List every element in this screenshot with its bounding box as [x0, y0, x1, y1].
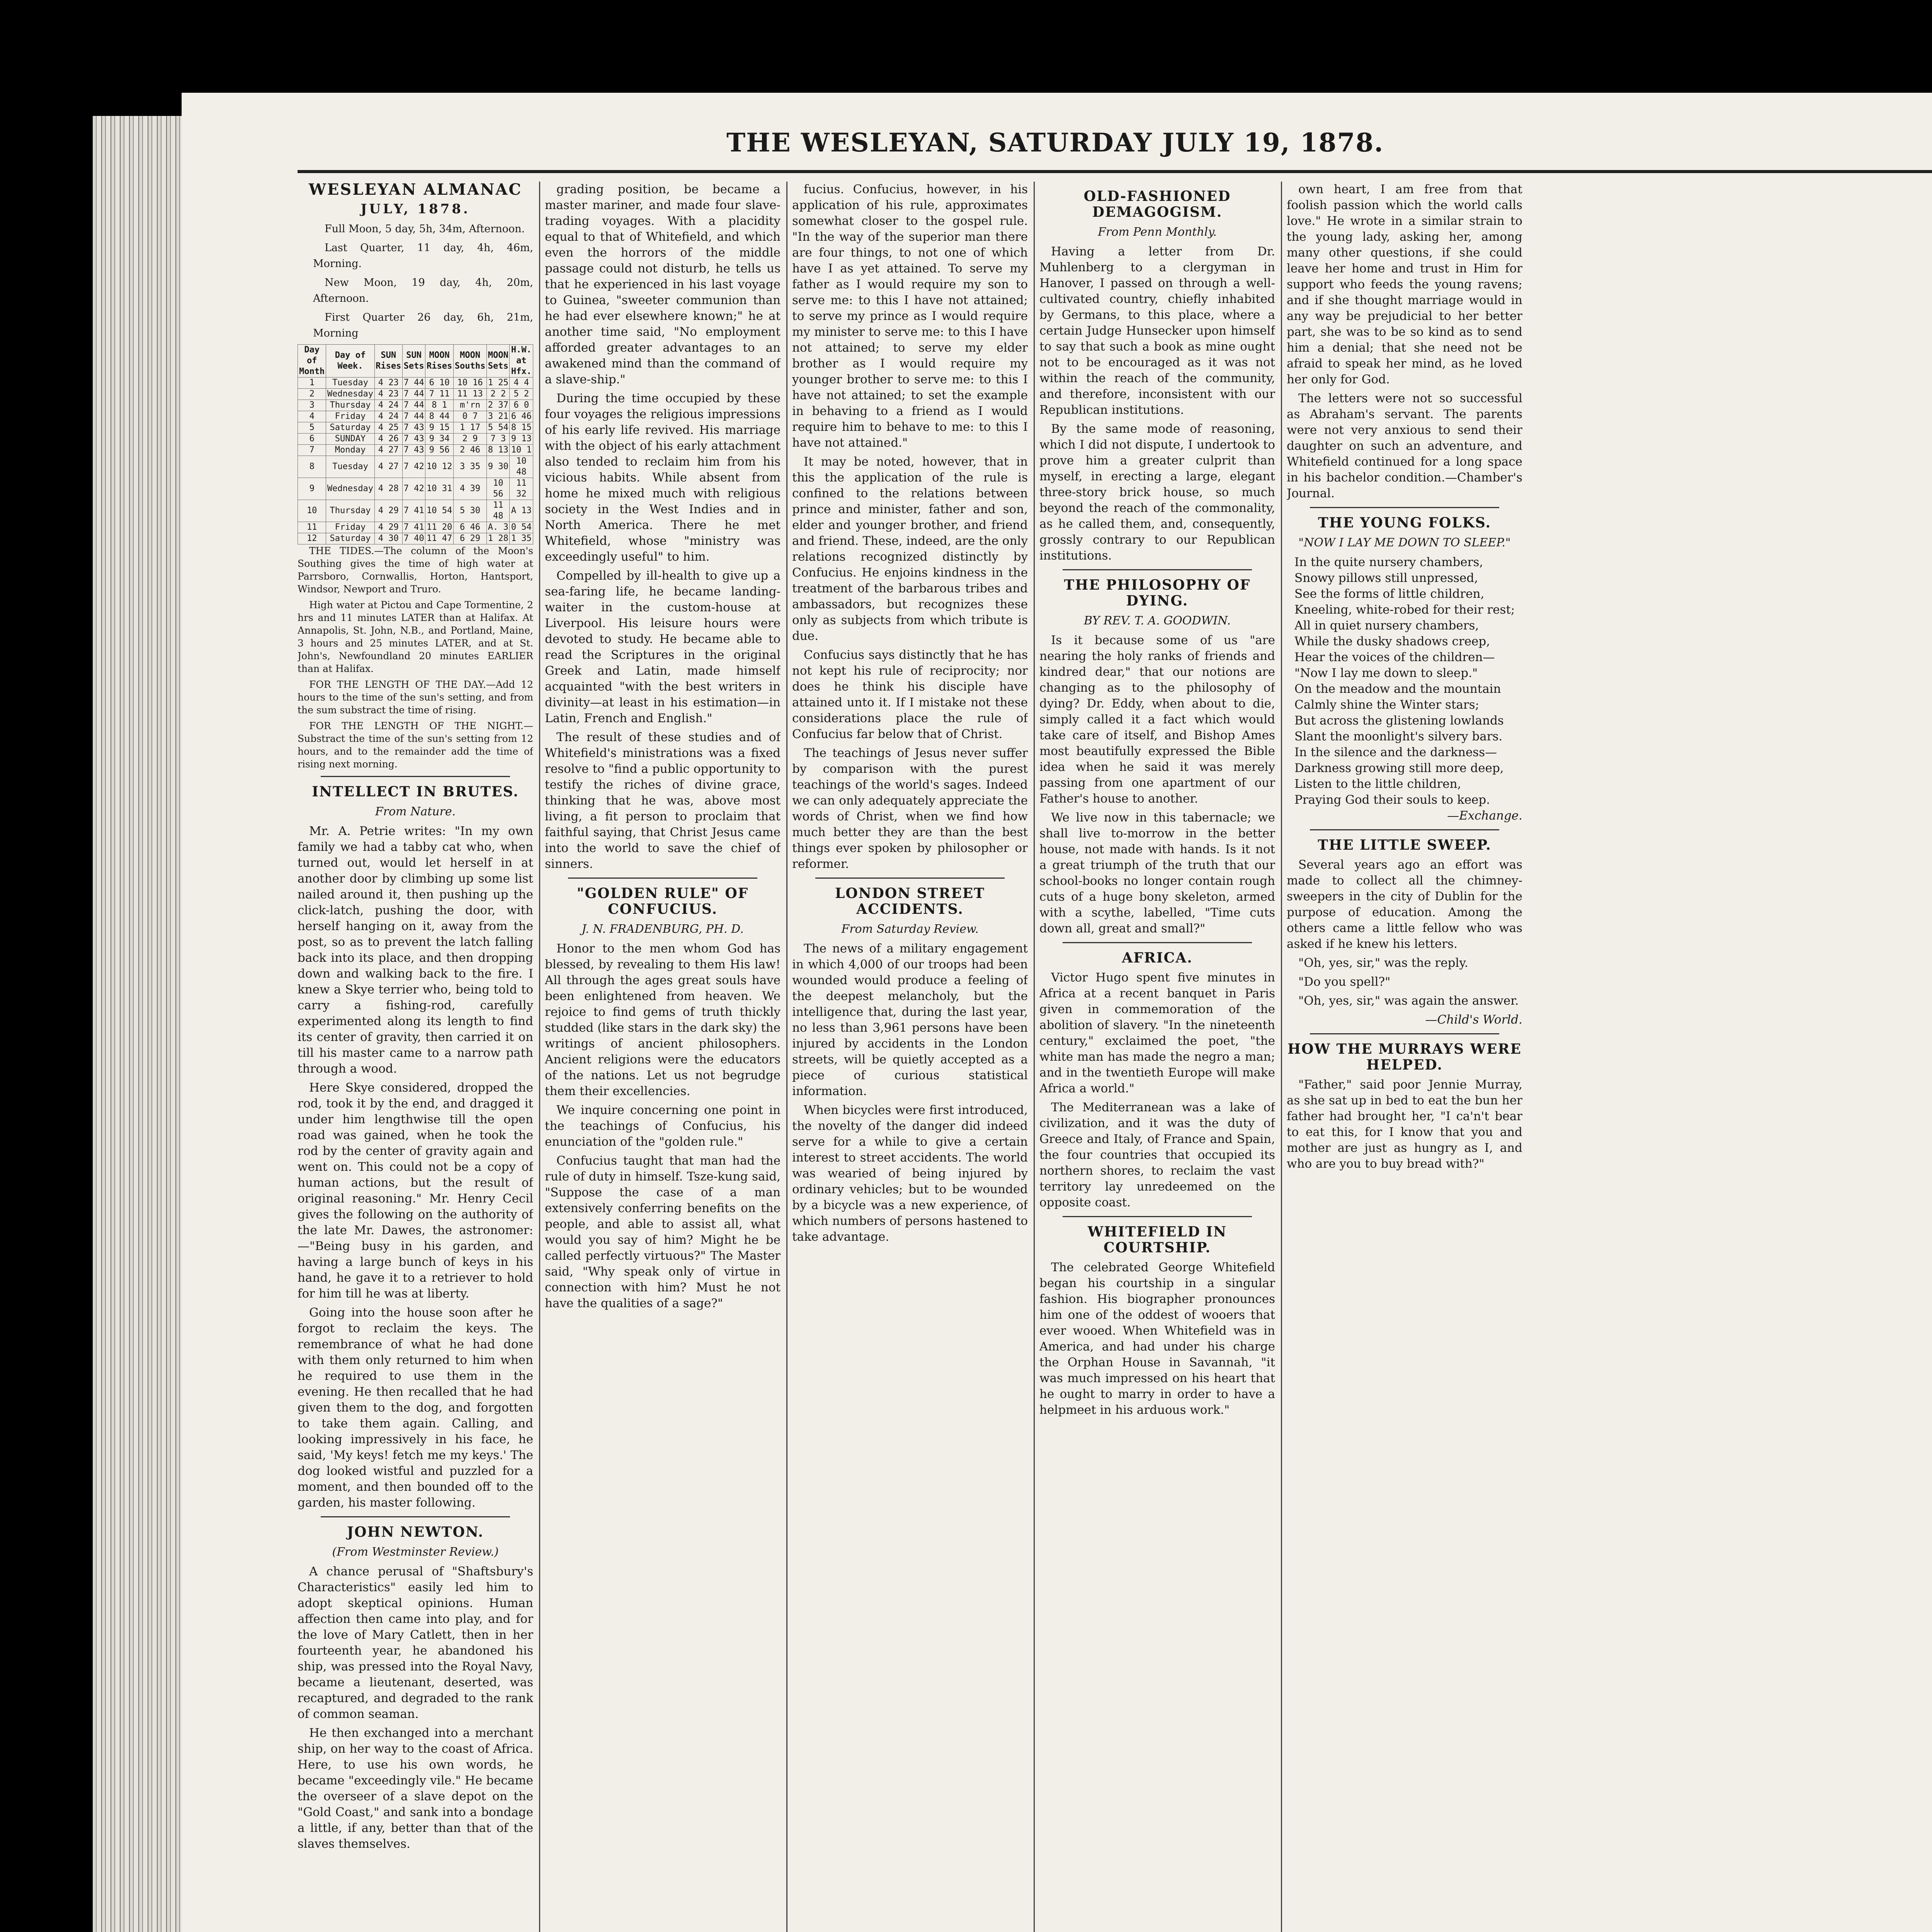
article-paragraph: The letters were not so successful as Abraham's servant. The parents were not very anxious to send their daughter on such an adventure, and Whitefield continued for a long space in his bachelor condition.—Chamber's Journal.: [1287, 391, 1522, 500]
almanac-cell: 7 43: [403, 422, 425, 434]
almanac-row: [298, 389, 533, 400]
divider: [1310, 1033, 1499, 1034]
almanac-cell: 7 41: [403, 500, 425, 522]
article-paragraph: Is it because some of us "are nearing the holy ranks of friends and kindred dear," that our notions are changing as to the philosophy of dying? Dr. Eddy, when about to die, simply called it a fact which would take care of itself, and Bishop Ames most beautifully expressed the Bible idea when he said it was merely passing from one apartment of our Father's house to another.: [1039, 633, 1275, 806]
almanac-cell: 2 2: [486, 389, 510, 400]
almanac-cell: Saturday: [326, 422, 374, 434]
almanac-cell: 8 1: [425, 400, 454, 411]
poem-line: Hear the voices of the children—: [1294, 650, 1495, 664]
article-paragraph: By the same mode of reasoning, which I did not dispute, I undertook to prove him a greater culprit than myself, in erecting a large, elegant three-story brick house, so much beyond the reach of the commonality, as he called them, and, consequently, grossly contrary to our Republican institutions.: [1039, 422, 1275, 563]
almanac-col-header: SUN Rises: [374, 345, 402, 378]
page-header: THE WESLEYAN, SATURDAY JULY 19, 1878.: [726, 128, 1384, 158]
almanac-col-header: MOON Sets: [486, 345, 510, 378]
almanac-cell: 1: [298, 378, 326, 389]
article-paragraph: When bicycles were first introduced, the novelty of the danger did indeed serve for a while to give a certain interest to street accidents. The world was wearied of being injured by ordinary vehicles; but to be wounded by a bicycle was a new experience, of which numbers of persons hastened to take advantage.: [792, 1103, 1028, 1244]
article-paragraph: The result of these studies and of Whitefield's ministrations was a fixed resolve to "find a public opportunity to testify the riches of divine grace, thinking that he was, above most living, a fit person to proclaim that faithful saying, that Christ Jesus came into the world to save the chief of sinners.: [545, 730, 781, 871]
almanac-row: [298, 378, 533, 389]
column-4: [1039, 182, 1275, 1932]
article-paragraph: Confucius says distinctly that he has not kept his rule of reciprocity; nor does he think his disciple have attained unto it. If I mistake not these considerations place the rule of Confucius far below that of Christ.: [792, 648, 1028, 741]
almanac-cell: 5 54: [486, 422, 510, 434]
almanac-cell: 2 9: [453, 434, 486, 445]
almanac-body: [298, 378, 533, 544]
almanac-cell: 4 25: [374, 422, 402, 434]
article-paragraph: A chance perusal of "Shaftsbury's Characteristics" easily led him to adopt skeptical opinions. Human affection then came into play, and for the love of Mary Catlett, then in her fourteenth year, he abandoned his ship, was pressed into the Royal Navy, became a lieutenant, deserted, was recaptured, and degraded to the rank of common seaman.: [298, 1565, 533, 1721]
article-paragraph: "Oh, yes, sir," was the reply.: [1298, 956, 1468, 970]
divider: [1310, 507, 1499, 508]
article-paragraph: He then exchanged into a merchant ship, on her way to the coast of Africa. Here, to use his own words, he became "exceedingly vile." He became the overseer of a slave depot on the "Gold Coast," and sank into a bondage a little, if any, better than that of the slaves themselves.: [298, 1726, 533, 1851]
almanac-row: [298, 422, 533, 434]
almanac-cell: 9: [298, 478, 326, 500]
almanac-cell: 0 7: [453, 411, 486, 422]
article-title: "GOLDEN RULE" OF CONFUCIUS.: [577, 885, 749, 917]
poem-line: Praying God their souls to keep.: [1294, 793, 1490, 807]
almanac-cell: A 13: [510, 500, 533, 522]
column-rule: [1281, 182, 1282, 1932]
almanac-cell: 4 27: [374, 456, 402, 478]
night-length-note: FOR THE LENGTH OF THE NIGHT.—Substract the time of the sun's setting from 12 hours, and to the remainder add the time of rising next morning.: [298, 720, 533, 770]
almanac-cell: 7 44: [403, 411, 425, 422]
article-paragraph: "Father," said poor Jennie Murray, as she sat up in bed to eat the bun her father had brought her, "I ca'n't bear to eat this, for I know that you and mother are just as hungry as I, and who are you to buy bread with?": [1287, 1078, 1522, 1171]
almanac-cell: 6 10: [425, 378, 454, 389]
poem-line: In the quite nursery chambers,: [1294, 555, 1483, 569]
article-source: From Penn Monthly.: [1098, 225, 1217, 239]
almanac-cell: 5 2: [510, 389, 533, 400]
article-title: LONDON STREET ACCIDENTS.: [835, 885, 985, 917]
article-paragraph: It may be noted, however, that in this the application of the rule is confined to the relations between prince and minister, father and son, elder and younger brother, and friend and friend. These, indeed, are the only relations recognized distinctly by Confucius. He enjoins kindness in the treatment of the barbarous tribes and ambassadors, but recognizes these only as subjects from which tribute is due.: [792, 455, 1028, 643]
article-paragraph: The celebrated George Whitefield began his courtship in a singular fashion. His biographer pronounces him one of the oddest of wooers that ever wooed. When Whitefield was in America, and had under his charge the Orphan House in Savannah, "it was much impressed on his heart that he ought to marry in order to have a helpmeet in his arduous work.": [1039, 1260, 1275, 1417]
almanac-cell: 4 4: [510, 378, 533, 389]
tides-note: THE TIDES.—The column of the Moon's Southing gives the time of high water at Parrsboro, Cornwallis, Horton, Hantsport, Windsor, Newport and Truro.: [298, 545, 533, 595]
article-paragraph: Having a letter from Dr. Muhlenberg to a clergyman in Hanover, I passed on through a well-cultivated country, chiefly inhabited by Germans, to this place, where a certain Judge Hunsecker upon himself to say that such a book as mine ought not to be encouraged as it was not within the reach of the community, and therefore, inconsistent with our Republican institutions.: [1039, 245, 1275, 417]
moon-phase: First Quarter 26 day, 6h, 21m, Morning: [313, 311, 533, 339]
poem-line: Darkness growing still more deep,: [1294, 761, 1504, 775]
article-source: From Saturday Review.: [841, 922, 979, 936]
almanac-cell: 11 48: [486, 500, 510, 522]
almanac-cell: 4 30: [374, 533, 402, 544]
article-paragraph: Going into the house soon after he forgot to reclaim the keys. The remembrance of what he had done with them only returned to him when he required to use them in the evening. He then recalled that he had given them to the dog, and forgotten to take them again. Calling, and looking impressively in his face, he said, 'My keys! fetch me my keys.' The dog looked wistful and puzzled for a moment, and then bounded off to the garden, his master following.: [298, 1306, 533, 1510]
almanac-row: [298, 478, 533, 500]
poem-line: Kneeling, white-robed for their rest;: [1294, 603, 1515, 617]
almanac-cell: 11: [298, 522, 326, 533]
almanac-cell: 9 15: [425, 422, 454, 434]
almanac-cell: 2 37: [486, 400, 510, 411]
almanac-cell: 3: [298, 400, 326, 411]
divider: [1063, 569, 1252, 570]
almanac-cell: 8 13: [486, 445, 510, 456]
divider: [1063, 1216, 1252, 1217]
column-rule: [1034, 182, 1035, 1932]
article-paragraph: fucius. Confucius, however, in his application of his rule, approximates somewhat closer to the gospel rule. "In the way of the superior man there are four things, to not one of which have I as yet attained. To serve my father as I would require my son to serve me: to this I have not attained; to serve my prince as I would require my minister to serve me: to this I have not attained; to serve my elder brother as I would require my younger brother to serve me: to this I have not attained; to set the example in behaving to a friend as I would require him to behave to me: to this I have not attained.": [792, 182, 1028, 450]
article-title: OLD-FASHIONED DEMAGOGISM.: [1083, 188, 1231, 220]
almanac-cell: SUNDAY: [326, 434, 374, 445]
poem-line: On the meadow and the mountain: [1294, 682, 1501, 696]
poem-line: Slant the moonlight's silvery bars.: [1294, 730, 1503, 743]
almanac-cell: 9 34: [425, 434, 454, 445]
poem-line: In the silence and the darkness—: [1294, 745, 1497, 759]
almanac-cell: Saturday: [326, 533, 374, 544]
article-title: WHITEFIELD IN COURTSHIP.: [1087, 1224, 1227, 1256]
moon-phase: Last Quarter, 11 day, 4h, 46m, Morning.: [313, 242, 533, 270]
almanac-cell: 9 13: [510, 434, 533, 445]
moon-phase: New Moon, 19 day, 4h, 20m, Afternoon.: [313, 277, 533, 304]
almanac-cell: 6 29: [453, 533, 486, 544]
almanac-cell: 1 35: [510, 533, 533, 544]
almanac-cell: 7 3: [486, 434, 510, 445]
article-paragraph: "Oh, yes, sir," was again the answer.: [1298, 994, 1519, 1008]
almanac-cell: 7 42: [403, 456, 425, 478]
article-paragraph: Mr. A. Petrie writes: "In my own family we had a tabby cat who, when turned out, would let herself in at another door by climbing up some list nailed around it, then pushing up the click-latch, pushing the door, with herself hanging on it, away from the post, so as to prevent the latch falling back into its place, and then dropping down and walking back to the fire. I knew a Skye terrier who, being told to carry a fishing-rod, carefully experimented along its length to find its center of gravity, then carried it on till his master came to a narrow path through a wood.: [298, 824, 533, 1076]
tides-note-2: High water at Pictou and Cape Tormentine, 2 hrs and 11 minutes LATER than at Halifax. At Annapolis, St. John, N.B., and Portland, Maine, 3 hours and 25 minutes LATER, and at St. John's, Newfoundland 20 minutes EARLIER than at Halifax.: [298, 599, 533, 674]
almanac-cell: 7 43: [403, 445, 425, 456]
almanac-month: JULY, 1878.: [361, 201, 470, 217]
column-5: [1287, 182, 1522, 1932]
column-3: [792, 182, 1028, 1932]
almanac-col-header: SUN Sets: [403, 345, 425, 378]
article-title: HOW THE MURRAYS WERE HELPED.: [1287, 1041, 1522, 1073]
poem-line: All in quiet nursery chambers,: [1294, 619, 1479, 633]
almanac-row: [298, 500, 533, 522]
almanac-row: [298, 411, 533, 422]
article-paragraph: Here Skye considered, dropped the rod, took it by the end, and dragged it under him lengthwise till the open road was gained, when he took the rod by the center of gravity again and went on. This could not be a copy of human actions, but the result of original reasoning." Mr. Henry Cecil gives the following on the authority of the late Mr. Dawes, the astronomer:—"Being busy in his garden, and having a large bunch of keys in his hand, he gave it to a retriever to hold for him till he was at liberty.: [298, 1081, 533, 1301]
almanac-header-row: [298, 345, 533, 378]
article-paragraph: Compelled by ill-health to give up a sea-faring life, he became landing-waiter in the custom-house at Liverpool. His leisure hours were devoted to study. He became able to read the Scriptures in the original Greek and Latin, made himself acquainted "with the best writers in divinity—at least in his estimation—in Latin, French and English.": [545, 569, 781, 725]
column-rule: [539, 182, 540, 1932]
almanac-cell: 4 26: [374, 434, 402, 445]
poem-credit: —Exchange.: [1447, 809, 1522, 823]
article-title: AFRICA.: [1122, 950, 1193, 966]
article-paragraph: grading position, be became a master mariner, and made four slave-trading voyages. With a placidity equal to that of Whitefield, and which even the horrors of the middle passage could not disturb, he tells us that he experienced in his last voyage to Guinea, "sweeter communion than he had ever elsewhere known;" he at another time said, "No employment afforded greater advantages to an awakened mind than the command of a slave-ship.": [545, 182, 781, 386]
almanac-cell: 4 23: [374, 378, 402, 389]
divider: [568, 878, 757, 879]
almanac-cell: 6 0: [510, 400, 533, 411]
article-paragraph: Several years ago an effort was made to collect all the chimney-sweepers in the city of Dublin for the purpose of education. Among the others came a little fellow who was asked if he knew his letters.: [1287, 858, 1522, 951]
article-source: (From Westminster Review.): [332, 1545, 499, 1559]
day-length-note: FOR THE LENGTH OF THE DAY.—Add 12 hours to the time of the sun's setting, and from the sum substract the time of rising.: [298, 679, 533, 716]
almanac-cell: Wednesday: [326, 478, 374, 500]
almanac-cell: 10 54: [425, 500, 454, 522]
almanac-cell: 10 12: [425, 456, 454, 478]
almanac-row: [298, 456, 533, 478]
article-source: From Nature.: [375, 805, 456, 818]
divider: [815, 878, 1005, 879]
poem-title: "NOW I LAY ME DOWN TO SLEEP.": [1298, 536, 1511, 549]
almanac-cell: 5: [298, 422, 326, 434]
almanac-col-header: MOON Rises: [425, 345, 454, 378]
article-paragraph: We live now in this tabernacle; we shall live to-morrow in the better house, not made with hands. Is it not a great triumph of the truth that our school-books no longer contain rough cuts of a huge bony skeleton, armed with a scythe, labelled, "Time cuts down all, great and small?": [1039, 811, 1275, 935]
article-title: THE LITTLE SWEEP.: [1318, 837, 1492, 853]
article-paragraph: During the time occupied by these four voyages the religious impressions of his early life revived. His marriage with the object of his early attachment also tended to reclaim him from his vicious habits. While absent from home he mixed much with religious society in the West Indies and in North America. There he met Whitefield, whose "ministry was exceedingly useful" to him.: [545, 391, 781, 564]
almanac-cell: 3 21: [486, 411, 510, 422]
almanac-cell: 1 17: [453, 422, 486, 434]
divider: [1310, 829, 1499, 830]
almanac-cell: 11 32: [510, 478, 533, 500]
article-paragraph: The teachings of Jesus never suffer by comparison with the purest teachings of the world's sages. Indeed we can only adequately appreciate the words of Christ, when we find how much better they are than the best things ever spoken by philosopher or reformer.: [792, 746, 1028, 871]
almanac-cell: 7: [298, 445, 326, 456]
almanac-cell: 4 29: [374, 522, 402, 533]
almanac-cell: Wednesday: [326, 389, 374, 400]
almanac-col-header: Day of Month: [298, 345, 326, 378]
almanac-cell: 4 27: [374, 445, 402, 456]
header-rule: [298, 170, 1932, 173]
almanac-cell: 7 44: [403, 389, 425, 400]
article-paragraph: own heart, I am free from that foolish passion which the world calls love." He wrote in a similar strain to the young lady, asking her, among many other questions, if she could leave her home and trust in Him for support who feeds the young ravens; and if she thought marriage would in any way be prejudicial to her better part, she was to be so kind as to send him a denial; that she need not be afraid to speak her mind, as he loved her only for God.: [1287, 182, 1522, 386]
almanac-cell: 11 13: [453, 389, 486, 400]
almanac-cell: 11 47: [425, 533, 454, 544]
almanac-cell: 4 29: [374, 500, 402, 522]
almanac-cell: 4 28: [374, 478, 402, 500]
almanac-cell: 2: [298, 389, 326, 400]
almanac-col-header: Day of Week.: [326, 345, 374, 378]
almanac-cell: 3 35: [453, 456, 486, 478]
almanac-col-header: MOON Souths: [453, 345, 486, 378]
almanac-cell: Monday: [326, 445, 374, 456]
article-paragraph: The Mediterranean was a lake of civilization, and it was the duty of Greece and Italy, of France and Spain, the four countries that occupied its northern shores, to reclaim the vast territory lay unredeemed on the opposite coast.: [1039, 1100, 1275, 1209]
article-paragraph: "Do you spell?": [1298, 975, 1391, 989]
divider: [321, 776, 510, 777]
almanac-cell: 1 25: [486, 378, 510, 389]
poem-line: See the forms of little children,: [1294, 587, 1485, 601]
almanac-cell: 10 56: [486, 478, 510, 500]
article-paragraph: Victor Hugo spent five minutes in Africa at a recent banquet in Paris given in commemoration of the abolition of slavery. "In the nineteenth century," exclaimed the poet, "the white man has made the negro a man; and in the twentieth Europe will make Africa a world.": [1039, 971, 1275, 1095]
almanac-cell: Friday: [326, 411, 374, 422]
almanac-cell: 4 23: [374, 389, 402, 400]
almanac-cell: 5 30: [453, 500, 486, 522]
almanac-col-header: H.W. at Hfx.: [510, 345, 533, 378]
article-paragraph: We inquire concerning one point in the teachings of Confucius, his enunciation of the "golden rule.": [545, 1103, 781, 1149]
column-2: [545, 182, 781, 1932]
page-edges: [93, 116, 193, 1932]
almanac-cell: 10 31: [425, 478, 454, 500]
almanac-cell: 7 43: [403, 434, 425, 445]
almanac-cell: 4 24: [374, 400, 402, 411]
almanac-cell: 1 28: [486, 533, 510, 544]
poem-line: While the dusky shadows creep,: [1294, 634, 1490, 648]
article-title: THE YOUNG FOLKS.: [1318, 515, 1492, 531]
almanac-cell: 8 15: [510, 422, 533, 434]
divider: [321, 1516, 510, 1517]
article-title: INTELLECT IN BRUTES.: [312, 784, 519, 800]
almanac-cell: 6 46: [510, 411, 533, 422]
poem-line: Snowy pillows still unpressed,: [1294, 571, 1478, 585]
almanac-cell: Thursday: [326, 400, 374, 411]
divider: [1063, 942, 1252, 943]
poem-line: "Now I lay me down to sleep.": [1294, 666, 1478, 680]
almanac-row: [298, 434, 533, 445]
almanac-cell: 7 44: [403, 400, 425, 411]
article-byline: BY REV. T. A. GOODWIN.: [1083, 614, 1231, 628]
almanac-cell: Tuesday: [326, 456, 374, 478]
almanac-cell: m'rn: [453, 400, 486, 411]
almanac-cell: 4 24: [374, 411, 402, 422]
almanac-cell: 9 30: [486, 456, 510, 478]
moon-phase: Full Moon, 5 day, 5h, 34m, Afternoon.: [325, 223, 525, 235]
almanac-cell: 4 39: [453, 478, 486, 500]
poem-line: But across the glistening lowlands: [1294, 714, 1504, 728]
almanac-title: WESLEYAN ALMANAC: [308, 182, 522, 199]
article-title: THE PHILOSOPHY OF DYING.: [1064, 577, 1251, 609]
almanac-table: [298, 344, 533, 544]
almanac-cell: Tuesday: [326, 378, 374, 389]
almanac-cell: 10 48: [510, 456, 533, 478]
almanac-cell: 10 16: [453, 378, 486, 389]
almanac-cell: Friday: [326, 522, 374, 533]
article-paragraph: Confucius taught that man had the rule of duty in himself. Tsze-kung said, "Suppose the case of a man extensively conferring benefits on the people, and able to assist all, what would you say of him? Might he be called perfectly virtuous?" The Master said, "Why speak only of virtue in connection with him? Must he not have the qualities of a sage?": [545, 1154, 781, 1310]
almanac-cell: 9 56: [425, 445, 454, 456]
almanac-row: [298, 533, 533, 544]
almanac-cell: 7 41: [403, 522, 425, 533]
almanac-cell: Thursday: [326, 500, 374, 522]
almanac-cell: 11 20: [425, 522, 454, 533]
article-byline: J. N. FRADENBURG, PH. D.: [582, 922, 744, 936]
poem-line: Listen to the little children,: [1294, 777, 1461, 791]
almanac-row: [298, 400, 533, 411]
article-paragraph: Honor to the men whom God has blessed, by revealing to them His law! All through the ages great souls have been enlightened from heaven. We rejoice to find gems of truth thickly studded (like stars in the dark sky) the writings of ancient philosophers. Ancient religions were the educators of the nations. Let us not begrudge them their excellencies.: [545, 942, 781, 1098]
column-rule: [786, 182, 787, 1932]
almanac-cell: 10: [298, 500, 326, 522]
almanac-cell: 10 1: [510, 445, 533, 456]
almanac-cell: 8 44: [425, 411, 454, 422]
almanac-row: [298, 445, 533, 456]
almanac-row: [298, 522, 533, 533]
almanac-cell: A. 3: [486, 522, 510, 533]
column-1: [298, 182, 533, 1932]
almanac-cell: 7 42: [403, 478, 425, 500]
poem-line: Calmly shine the Winter stars;: [1294, 698, 1480, 712]
almanac-cell: 7 44: [403, 378, 425, 389]
almanac-cell: 2 46: [453, 445, 486, 456]
almanac-cell: 7 40: [403, 533, 425, 544]
almanac-cell: 8: [298, 456, 326, 478]
almanac-cell: 12: [298, 533, 326, 544]
almanac-cell: 0 54: [510, 522, 533, 533]
almanac-cell: 6: [298, 434, 326, 445]
article-title: JOHN NEWTON.: [347, 1524, 484, 1540]
almanac-cell: 6 46: [453, 522, 486, 533]
almanac-cell: 7 11: [425, 389, 454, 400]
article-paragraph: The news of a military engagement in which 4,000 of our troops had been wounded would produce a feeling of the deepest melancholy, but the intelligence that, during the last year, no less than 3,961 persons have been injured by accidents in the London streets, will be quietly accepted as a piece of curious statistical information.: [792, 942, 1028, 1098]
article-credit: —Child's World.: [1425, 1013, 1522, 1027]
almanac-cell: 4: [298, 411, 326, 422]
